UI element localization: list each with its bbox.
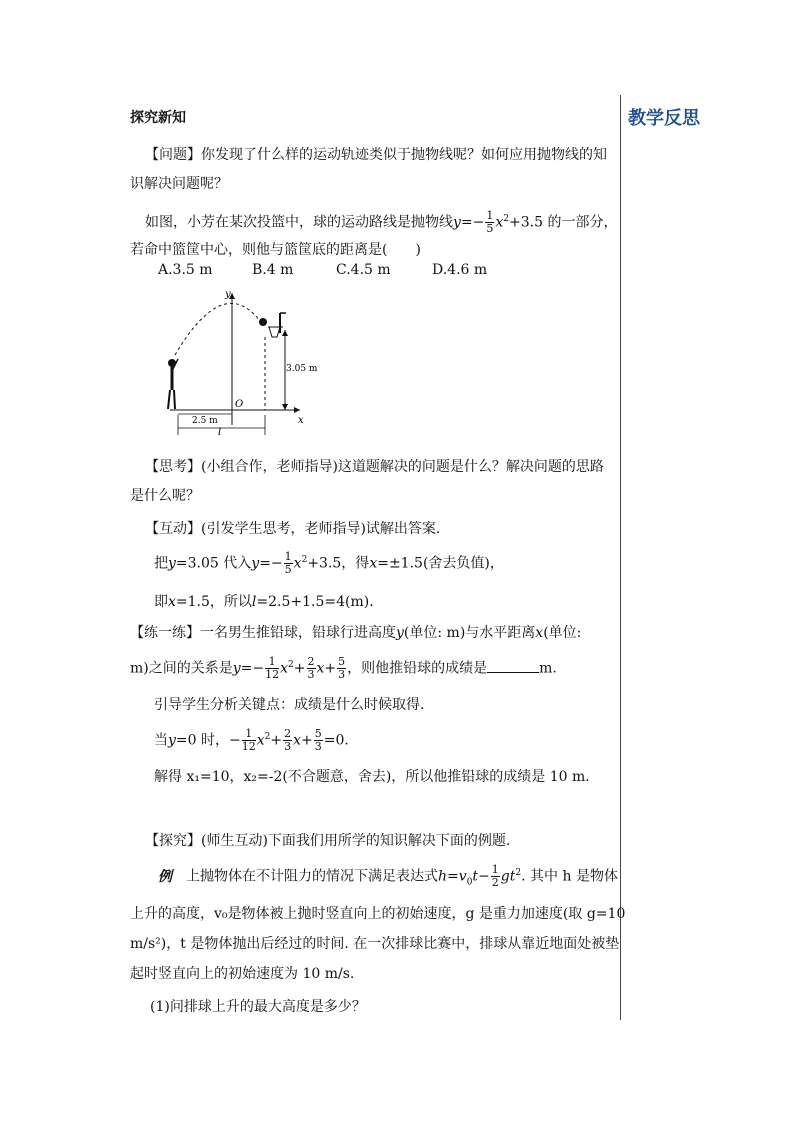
y-axis-label: y (225, 289, 231, 300)
distance-label: 2.5 m (192, 416, 218, 426)
practice-intro: 【练一练】一名男生推铅球，铅球行进高度 (130, 625, 396, 641)
question-1: (1)问排球上升的最大高度是多少？ (150, 999, 366, 1015)
text-result: =±1.5(舍去负值)， (377, 555, 504, 572)
interact-line-1: 【互动】(引发学生思考，老师指导)试解出答案. (145, 521, 441, 537)
section-title: 探究新知 (130, 110, 186, 126)
example1-suffix: +3.5 的一部分， (509, 214, 618, 231)
fraction-1-12: $\frac{1}{12}$ (265, 655, 280, 681)
practice-line-2: m)之间的关系是y=− $\frac{1}{12}$ $x^2+$ $\frac{2}{3}$ x+ $\frac{5}{3}$ ，则他推铅球的成绩是 m. (130, 655, 557, 681)
example-intro: 上抛物体在不计阻力的情况下满足表达式 (186, 868, 438, 885)
problem-line-1: 【问题】你发现了什么样的运动轨迹类似于抛物线呢？如何应用抛物线的知 (145, 147, 607, 163)
text-ba: 把 (154, 555, 168, 572)
explore-example-line-1: 例 上抛物体在不计阻力的情况下满足表达式$h=v_0t-$ $\frac{1}{2}$ $gt^2$. 其中 h 是物体 (158, 863, 618, 889)
explore-example-line-2: 上升的高度，v₀是物体被上抛时竖直向上的初始速度，g 是重力加速度(取 g=10 (130, 906, 626, 922)
practice-unit-2: (单位: (543, 625, 582, 641)
text-de: +3.5，得 (307, 555, 370, 572)
origin-label: O (235, 399, 244, 410)
interact-line-2: 把y=3.05 代入y=− $\frac{1}{5}$ $x^2+3.5$，得x=±1.5(舍去负值)， (154, 550, 504, 576)
text-zero: =0 时， (175, 732, 230, 749)
think-line-1: 【思考】(小组合作，老师指导)这道题解决的问题是什么？解决问题的思路 (145, 459, 604, 475)
basketball-figure (150, 285, 320, 440)
practice-unit: (单位: m)与水平距离 (403, 625, 536, 641)
option-b: B.4 m (252, 262, 294, 278)
fraction-1-5: $\frac{1}{5}$ (284, 550, 292, 576)
practice-relation: m)之间的关系是 (130, 660, 233, 677)
text-ji: 即 (154, 594, 168, 610)
fraction-5-3: $\frac{5}{3}$ (338, 655, 346, 681)
problem-line-2: 识解决问题呢？ (130, 176, 228, 192)
practice-solve: 解得 x₁=10，x₂=-2(不合题意，舍去)，所以他推铅球的成绩是 10 m. (154, 769, 590, 785)
fraction-2-3: $\frac{2}{3}$ (284, 727, 292, 753)
fraction-1-12: $\frac{1}{12}$ (241, 727, 256, 753)
example1-prefix: 如图，小芳在某次投篮中，球的运动路线是抛物线 (145, 214, 453, 231)
example-intro-end: . 其中 h 是物体 (521, 868, 618, 885)
practice-question: ，则他推铅球的成绩是 (347, 660, 488, 677)
answer-blank (487, 660, 539, 673)
example1-line-2: 若命中篮筐中心，则他与篮筐底的距离是( ) (130, 242, 421, 258)
practice-line-1: 【练一练】一名男生推铅球，铅球行进高度y(单位: m)与水平距离x(单位: (130, 625, 582, 641)
explore-line-1: 【探究】(师生互动)下面我们用所学的知识解决下面的例题. (145, 833, 511, 849)
practice-unit-m: m. (539, 660, 557, 677)
option-c: C.4.5 m (336, 262, 391, 278)
fraction-1-5: $\frac{1}{5}$ (486, 209, 494, 235)
practice-guide: 引导学生分析关键点：成绩是什么时候取得. (154, 697, 425, 713)
fraction-5-3: $\frac{5}{3}$ (314, 727, 322, 753)
think-line-2: 是什么呢？ (130, 488, 200, 504)
l-label: l (218, 427, 222, 438)
fraction-2-3: $\frac{2}{3}$ (307, 655, 315, 681)
reflection-divider (620, 95, 621, 1020)
height-label: 3.05 m (286, 364, 318, 374)
text-so: =1.5，所以 (175, 594, 252, 610)
explore-example-line-3: m/s²)，t 是物体抛出后经过的时间. 在一次排球比赛中，排球从靠近地面处被垫 (130, 936, 620, 952)
interact-line-3: 即x=1.5，所以l=2.5+1.5=4(m). (154, 594, 374, 610)
text-dang: 当 (154, 732, 168, 749)
practice-when: 当y=0 时，− $\frac{1}{12}$ $x^2+$ $\frac{2}{3}$ x+ $\frac{5}{3}$ =0. (154, 727, 349, 753)
example-label: 例 (158, 868, 172, 885)
text-eq-zero: =0. (323, 732, 349, 749)
reflection-title: 教学反思 (628, 108, 700, 129)
fraction-1-2: $\frac{1}{2}$ (491, 863, 499, 889)
text-sub: =3.05 代入 (175, 555, 252, 572)
text-l-result: =2.5+1.5=4(m). (256, 594, 374, 610)
example1-line-1: 如图，小芳在某次投篮中，球的运动路线是抛物线y=− $\frac{1}{5}$ $x^2+3.5$ 的一部分， (145, 209, 618, 235)
x-axis-label: x (298, 415, 304, 426)
option-d: D.4.6 m (432, 262, 488, 278)
explore-example-line-4: 起时竖直向上的初始速度为 10 m/s. (130, 966, 355, 982)
option-a: A.3.5 m (158, 262, 213, 278)
